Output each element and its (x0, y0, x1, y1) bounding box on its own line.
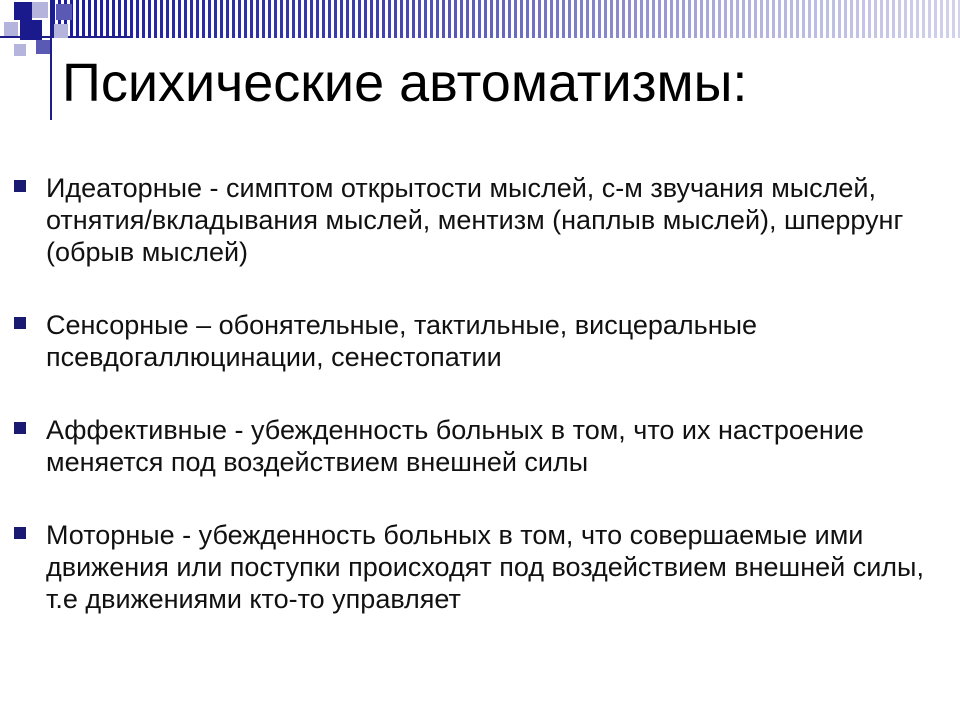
top-stripe-band (52, 0, 960, 38)
corner-square-icon (14, 2, 32, 20)
slide-title: Психические автоматизмы: (62, 53, 748, 113)
corner-square-icon (54, 24, 68, 38)
square-bullet-icon (14, 317, 26, 329)
bullet-item-affektivnye (10, 414, 950, 478)
bullet-list (10, 172, 950, 656)
corner-square-icon (32, 2, 48, 18)
square-bullet-icon (14, 527, 26, 539)
corner-square-icon (36, 40, 50, 54)
corner-square-icon (56, 4, 72, 20)
corner-square-icon (4, 22, 18, 36)
corner-square-icon (20, 20, 42, 40)
bullet-item-sensornye (10, 309, 950, 373)
corner-vertical-line (50, 0, 52, 120)
bullet-text: Моторные - убежденность больных в том, что совершаемые ими движения или поступки происходят под воздействием внешней силы, т.е движениями кто-то управляет (46, 520, 924, 614)
square-bullet-icon (14, 180, 26, 192)
bullet-text: Сенсорные – обонятельные, тактильные, висцеральные псевдогаллюцинации, сенестопатии (46, 310, 758, 372)
bullet-text: Аффективные - убежденность больных в том, что их настроение меняется под воздействием внешней силы (46, 415, 864, 477)
square-bullet-icon (14, 422, 26, 434)
bullet-text: Идеаторные - симптом открытости мыслей, с-м звучания мыслей, отнятия/вкладывания мыслей, ментизм (наплыв мыслей), шперрунг (обрыв мыслей) (46, 173, 904, 267)
corner-square-icon (14, 44, 26, 56)
bullet-item-ideatornye (10, 172, 950, 268)
bullet-item-motornye (10, 519, 950, 615)
